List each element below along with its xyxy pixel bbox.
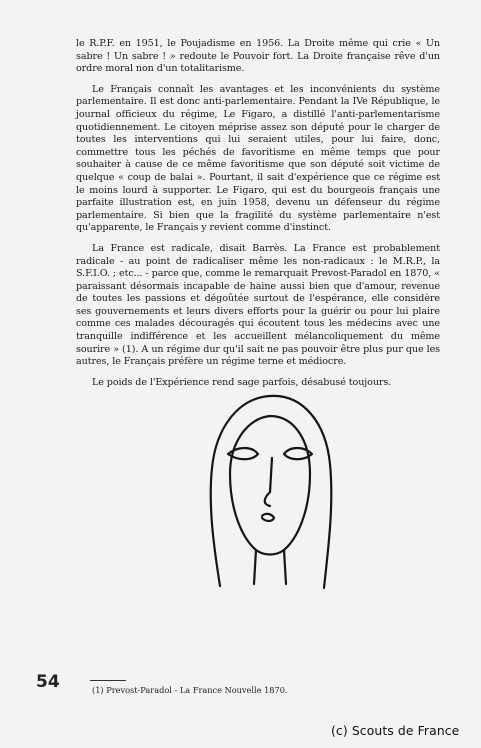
paragraph-1: le R.P.F. en 1951, le Poujadisme en 1956. La Droite même qui crie « Un sabre ! Un sabre ! » redoute le Pouvoir fort. La Droite française rêve d'un ordre moral non d'un totalitarisme. xyxy=(76,38,440,75)
page-number: 54 xyxy=(36,672,60,692)
face-line-drawing xyxy=(200,388,340,593)
paragraph-4: Le poids de l'Expérience rend sage parfois, désabusé toujours. xyxy=(92,376,392,388)
footnote-divider xyxy=(90,680,126,681)
paragraph-2: Le Français connaît les avantages et les inconvénients du système parlementaire. Il est donc anti-parlementaire. Pendant la IVe République, le journal officieux du régime, Le Figaro, a distillé l'anti-parlementarisme quotidiennement. Le citoyen méprise assez son député pour le charger de toutes les interventions qui lui seraient utiles, pour lui faire, donc, commettre tous les péchés de favoritisme en même temps que pour souhaiter à cause de ce même favoritisme que son député soit victime de quelque « coup de balai ». Pourtant, il sait d'expérience que ce régime est le moins lourd à supporter. Le Figaro, qui est du bourgeois français une parfaite illustration est, en juin 1958, devenu un défenseur du régime parlementaire. Si bien que la fragilité du système parlementaire n'est qu'apparente, le Français y revient comme d'instinct. xyxy=(76,83,440,234)
footnote: (1) Prevost-Paradol - La France Nouvelle 1870. xyxy=(92,685,288,695)
neck-right xyxy=(284,550,286,584)
neck-left xyxy=(254,550,256,584)
nose xyxy=(265,458,272,506)
copyright-watermark: (c) Scouts de France xyxy=(331,723,460,738)
mouth xyxy=(262,514,274,521)
paragraph-3: La France est radicale, disait Barrès. La France est probablement radicale - au point de radicaliser même les non-radicaux : le M.R.P., la S.F.I.O. ; etc... - parce que, comme le remarquait Prevost-Paradol en 1870, « paraissant désormais incapable de haine aussi bien que d'amour, revenue de toutes les passions et dégoûtée surtout de l'espérance, elle considère ses gouvernements et leurs divers efforts pour la guérir ou pour lui plaire comme ces malades découragés qui écoutent tous les médecins avec une tranquille indifférence et les accueillent mélancoliquement du même sourire » (1). A un régime dur qu'il sait ne pas pouvoir être plus pur que les autres, le Français préfère un régime terne et médiocre. xyxy=(76,242,440,368)
body-text xyxy=(76,38,440,397)
